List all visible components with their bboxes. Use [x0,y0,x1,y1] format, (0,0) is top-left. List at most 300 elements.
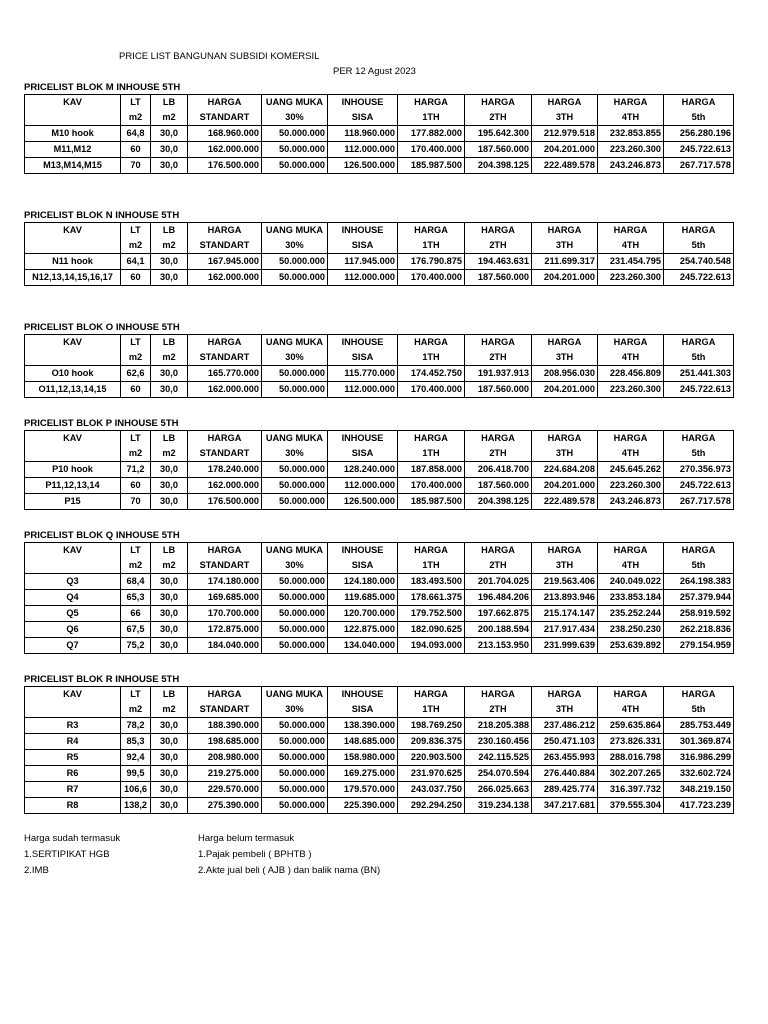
value-cell: 219.563.406 [532,574,598,590]
header-row [25,238,734,254]
value-cell: 30,0 [151,734,188,750]
value-cell: 245.722.613 [664,382,734,398]
value-cell: 254.070.594 [465,766,532,782]
block-title: PRICELIST BLOK Q INHOUSE 5TH [24,530,180,541]
excluded-item: 2.Akte jual beli ( AJB ) dan balik nama (BN) [198,865,381,876]
value-cell: 71,2 [121,462,151,478]
header-cell: 3TH [532,702,598,718]
header-cell: 1TH [398,558,465,574]
value-cell: 258.919.592 [664,606,734,622]
value-cell: 273.826.331 [598,734,664,750]
value-cell: 184.040.000 [188,638,262,654]
table-row [25,494,734,510]
header-cell: 2TH [465,702,532,718]
header-cell: HARGA [465,223,532,239]
value-cell: 223.260.300 [598,478,664,494]
value-cell: 253.639.892 [598,638,664,654]
value-cell: 30,0 [151,478,188,494]
header-cell: 2TH [465,350,532,366]
header-cell: SISA [328,702,398,718]
header-cell: KAV [25,95,121,111]
header-cell: m2 [151,238,188,254]
value-cell: 30,0 [151,462,188,478]
value-cell: 106,6 [121,782,151,798]
value-cell: 267.717.578 [664,494,734,510]
header-cell: 1TH [398,350,465,366]
value-cell: 208.956.030 [532,366,598,382]
value-cell: 223.260.300 [598,270,664,286]
value-cell: 50.000.000 [262,462,328,478]
value-cell: 50.000.000 [262,718,328,734]
value-cell: 245.645.262 [598,462,664,478]
value-cell: 30,0 [151,750,188,766]
value-cell: 174.452.750 [398,366,465,382]
value-cell: 213.893.946 [532,590,598,606]
header-cell: 30% [262,350,328,366]
value-cell: 194.093.000 [398,638,465,654]
value-cell: 188.390.000 [188,718,262,734]
value-cell: 60 [121,382,151,398]
value-cell: 245.722.613 [664,270,734,286]
header-cell: LB [151,687,188,703]
value-cell: 262.218.836 [664,622,734,638]
value-cell: 30,0 [151,622,188,638]
value-cell: 117.945.000 [328,254,398,270]
kav-cell: R4 [25,734,121,750]
value-cell: 78,2 [121,718,151,734]
header-cell [25,558,121,574]
kav-cell: P15 [25,494,121,510]
value-cell: 223.260.300 [598,382,664,398]
value-cell: 223.260.300 [598,142,664,158]
header-cell: HARGA [664,335,734,351]
kav-cell: P10 hook [25,462,121,478]
header-cell: UANG MUKA [262,335,328,351]
header-cell: m2 [121,238,151,254]
header-cell: HARGA [598,223,664,239]
header-cell: LT [121,335,151,351]
header-cell: HARGA [188,223,262,239]
header-cell: 1TH [398,702,465,718]
value-cell: 50.000.000 [262,126,328,142]
header-cell: 1TH [398,110,465,126]
value-cell: 204.201.000 [532,478,598,494]
value-cell: 191.937.913 [465,366,532,382]
table-row [25,622,734,638]
header-cell: HARGA [398,95,465,111]
header-cell: 30% [262,558,328,574]
kav-cell: R5 [25,750,121,766]
header-cell: HARGA [398,431,465,447]
table-row [25,750,734,766]
header-row [25,702,734,718]
table-row [25,142,734,158]
value-cell: 50.000.000 [262,142,328,158]
value-cell: 30,0 [151,782,188,798]
value-cell: 183.493.500 [398,574,465,590]
header-cell: HARGA [664,431,734,447]
value-cell: 120.700.000 [328,606,398,622]
header-cell: STANDART [188,702,262,718]
header-cell: HARGA [188,687,262,703]
header-cell: UANG MUKA [262,687,328,703]
value-cell: 206.418.700 [465,462,532,478]
value-cell: 30,0 [151,142,188,158]
value-cell: 222.489.578 [532,158,598,174]
header-cell [25,702,121,718]
value-cell: 196.484.206 [465,590,532,606]
value-cell: 231.999.639 [532,638,598,654]
header-cell: HARGA [465,95,532,111]
header-cell: 4TH [598,350,664,366]
value-cell: 30,0 [151,494,188,510]
value-cell: 187.560.000 [465,382,532,398]
value-cell: 254.740.548 [664,254,734,270]
value-cell: 217.917.434 [532,622,598,638]
value-cell: 215.174.147 [532,606,598,622]
header-cell: m2 [151,446,188,462]
value-cell: 30,0 [151,718,188,734]
header-cell: m2 [121,110,151,126]
header-row [25,223,734,239]
price-block [24,81,734,174]
value-cell: 289.425.774 [532,782,598,798]
excluded-title: Harga belum termasuk [198,833,295,844]
value-cell: 70 [121,494,151,510]
value-cell: 251.441.303 [664,366,734,382]
included-notes [24,831,120,879]
value-cell: 30,0 [151,606,188,622]
header-cell: HARGA [398,543,465,559]
header-cell: m2 [151,350,188,366]
header-cell: LB [151,431,188,447]
kav-cell: Q3 [25,574,121,590]
value-cell: 242.115.525 [465,750,532,766]
header-cell: LT [121,543,151,559]
header-cell: HARGA [598,431,664,447]
value-cell: 50.000.000 [262,766,328,782]
value-cell: 348.219.150 [664,782,734,798]
value-cell: 245.722.613 [664,478,734,494]
value-cell: 60 [121,142,151,158]
header-cell: 2TH [465,446,532,462]
value-cell: 194.463.631 [465,254,532,270]
value-cell: 85,3 [121,734,151,750]
value-cell: 259.635.864 [598,718,664,734]
value-cell: 332.602.724 [664,766,734,782]
value-cell: 170.700.000 [188,606,262,622]
value-cell: 229.570.000 [188,782,262,798]
value-cell: 279.154.959 [664,638,734,654]
header-cell: m2 [121,446,151,462]
value-cell: 134.040.000 [328,638,398,654]
included-item: 1.SERTIPIKAT HGB [24,849,110,860]
value-cell: 118.960.000 [328,126,398,142]
value-cell: 204.201.000 [532,270,598,286]
header-cell: 2TH [465,238,532,254]
value-cell: 198.685.000 [188,734,262,750]
value-cell: 99,5 [121,766,151,782]
header-row [25,431,734,447]
value-cell: 168.960.000 [188,126,262,142]
value-cell: 187.858.000 [398,462,465,478]
table-row [25,270,734,286]
header-cell: LT [121,687,151,703]
value-cell: 50.000.000 [262,494,328,510]
header-cell: HARGA [188,335,262,351]
value-cell: 316.397.732 [598,782,664,798]
value-cell: 50.000.000 [262,590,328,606]
header-cell: LT [121,223,151,239]
header-cell: 30% [262,110,328,126]
value-cell: 112.000.000 [328,142,398,158]
value-cell: 50.000.000 [262,798,328,814]
value-cell: 112.000.000 [328,382,398,398]
table-row [25,574,734,590]
header-cell: 1TH [398,238,465,254]
value-cell: 30,0 [151,254,188,270]
value-cell: 50.000.000 [262,270,328,286]
price-table [24,542,734,654]
header-cell: HARGA [532,431,598,447]
header-cell: m2 [151,702,188,718]
value-cell: 276.440.884 [532,766,598,782]
header-row [25,110,734,126]
value-cell: 170.400.000 [398,142,465,158]
value-cell: 70 [121,158,151,174]
value-cell: 50.000.000 [262,574,328,590]
value-cell: 179.570.000 [328,782,398,798]
header-cell: 3TH [532,350,598,366]
kav-cell: R7 [25,782,121,798]
value-cell: 177.882.000 [398,126,465,142]
value-cell: 182.090.625 [398,622,465,638]
header-cell: KAV [25,543,121,559]
header-cell: KAV [25,431,121,447]
value-cell: 126.500.000 [328,158,398,174]
value-cell: 417.723.239 [664,798,734,814]
header-cell: 5th [664,350,734,366]
price-block [24,417,734,510]
header-cell: HARGA [188,543,262,559]
kav-cell: R6 [25,766,121,782]
header-cell: HARGA [598,95,664,111]
block-title: PRICELIST BLOK R INHOUSE 5TH [24,674,180,685]
value-cell: 50.000.000 [262,254,328,270]
value-cell: 167.945.000 [188,254,262,270]
value-cell: 185.987.500 [398,494,465,510]
header-cell: HARGA [532,335,598,351]
header-cell: LB [151,543,188,559]
header-cell: INHOUSE [328,543,398,559]
date-line: PER 12 Agust 2023 [333,66,416,77]
header-cell: STANDART [188,446,262,462]
price-block [24,529,734,654]
value-cell: 200.188.594 [465,622,532,638]
value-cell: 162.000.000 [188,382,262,398]
value-cell: 228.456.809 [598,366,664,382]
value-cell: 162.000.000 [188,142,262,158]
value-cell: 204.398.125 [465,158,532,174]
value-cell: 264.198.383 [664,574,734,590]
header-cell: HARGA [532,687,598,703]
header-cell: HARGA [188,431,262,447]
price-table [24,430,734,510]
header-cell: INHOUSE [328,687,398,703]
value-cell: 263.455.993 [532,750,598,766]
value-cell: 30,0 [151,798,188,814]
header-cell: 2TH [465,558,532,574]
kav-cell: O11,12,13,14,15 [25,382,121,398]
table-row [25,254,734,270]
value-cell: 243.246.873 [598,494,664,510]
table-row [25,126,734,142]
header-cell: 5th [664,558,734,574]
value-cell: 285.753.449 [664,718,734,734]
value-cell: 213.153.950 [465,638,532,654]
header-cell: LB [151,95,188,111]
value-cell: 176.500.000 [188,158,262,174]
header-cell: HARGA [465,431,532,447]
included-title: Harga sudah termasuk [24,833,121,844]
kav-cell: M11,M12 [25,142,121,158]
table-row [25,638,734,654]
header-cell: INHOUSE [328,431,398,447]
header-cell: KAV [25,335,121,351]
kav-cell: M10 hook [25,126,121,142]
value-cell: 178.240.000 [188,462,262,478]
value-cell: 50.000.000 [262,782,328,798]
value-cell: 292.294.250 [398,798,465,814]
value-cell: 30,0 [151,126,188,142]
value-cell: 187.560.000 [465,478,532,494]
header-cell: HARGA [664,223,734,239]
value-cell: 50.000.000 [262,638,328,654]
value-cell: 64,8 [121,126,151,142]
header-cell: INHOUSE [328,95,398,111]
value-cell: 30,0 [151,270,188,286]
value-cell: 187.560.000 [465,142,532,158]
value-cell: 209.836.375 [398,734,465,750]
price-table [24,334,734,398]
value-cell: 75,2 [121,638,151,654]
header-cell: HARGA [598,687,664,703]
value-cell: 92,4 [121,750,151,766]
header-row [25,446,734,462]
header-cell: 30% [262,238,328,254]
value-cell: 50.000.000 [262,366,328,382]
value-cell: 169.685.000 [188,590,262,606]
header-cell: HARGA [664,543,734,559]
header-cell: HARGA [465,335,532,351]
value-cell: 222.489.578 [532,494,598,510]
value-cell: 50.000.000 [262,750,328,766]
value-cell: 218.205.388 [465,718,532,734]
page-title: PRICE LIST BANGUNAN SUBSIDI KOMERSIL [119,51,320,62]
header-cell: m2 [151,558,188,574]
value-cell: 212.979.518 [532,126,598,142]
header-cell: 4TH [598,110,664,126]
header-cell: HARGA [664,95,734,111]
value-cell: 233.853.184 [598,590,664,606]
kav-cell: Q5 [25,606,121,622]
value-cell: 245.722.613 [664,142,734,158]
header-cell [25,238,121,254]
value-cell: 170.400.000 [398,270,465,286]
price-block [24,321,734,398]
kav-cell: Q7 [25,638,121,654]
block-title: PRICELIST BLOK N INHOUSE 5TH [24,210,180,221]
value-cell: 316.986.299 [664,750,734,766]
value-cell: 30,0 [151,638,188,654]
value-cell: 112.000.000 [328,478,398,494]
header-cell: m2 [151,110,188,126]
header-cell: 3TH [532,558,598,574]
value-cell: 266.025.663 [465,782,532,798]
table-row [25,366,734,382]
value-cell: 30,0 [151,158,188,174]
value-cell: 243.246.873 [598,158,664,174]
header-cell: LT [121,431,151,447]
value-cell: 30,0 [151,574,188,590]
value-cell: 224.684.208 [532,462,598,478]
value-cell: 60 [121,478,151,494]
header-cell: m2 [121,558,151,574]
value-cell: 219.275.000 [188,766,262,782]
header-cell: 5th [664,702,734,718]
kav-cell: N11 hook [25,254,121,270]
value-cell: 187.560.000 [465,270,532,286]
kav-cell: M13,M14,M15 [25,158,121,174]
kav-cell: Q6 [25,622,121,638]
value-cell: 176.790.875 [398,254,465,270]
value-cell: 256.280.196 [664,126,734,142]
table-row [25,798,734,814]
value-cell: 302.207.265 [598,766,664,782]
value-cell: 165.770.000 [188,366,262,382]
value-cell: 50.000.000 [262,478,328,494]
value-cell: 50.000.000 [262,382,328,398]
value-cell: 112.000.000 [328,270,398,286]
table-row [25,782,734,798]
header-cell: STANDART [188,350,262,366]
value-cell: 267.717.578 [664,158,734,174]
value-cell: 122.875.000 [328,622,398,638]
header-cell: 5th [664,110,734,126]
value-cell: 225.390.000 [328,798,398,814]
kav-cell: N12,13,14,15,16,17 [25,270,121,286]
header-cell: HARGA [532,95,598,111]
header-cell: SISA [328,558,398,574]
header-cell: SISA [328,110,398,126]
header-row [25,543,734,559]
header-cell: HARGA [598,543,664,559]
value-cell: 158.980.000 [328,750,398,766]
header-cell: HARGA [398,687,465,703]
header-row [25,350,734,366]
header-cell: HARGA [664,687,734,703]
header-cell: UANG MUKA [262,431,328,447]
value-cell: 204.398.125 [465,494,532,510]
header-cell: INHOUSE [328,223,398,239]
header-cell: 30% [262,446,328,462]
value-cell: 65,3 [121,590,151,606]
header-cell: m2 [121,702,151,718]
header-cell: 2TH [465,110,532,126]
value-cell: 347.217.681 [532,798,598,814]
value-cell: 231.454.795 [598,254,664,270]
value-cell: 232.853.855 [598,126,664,142]
